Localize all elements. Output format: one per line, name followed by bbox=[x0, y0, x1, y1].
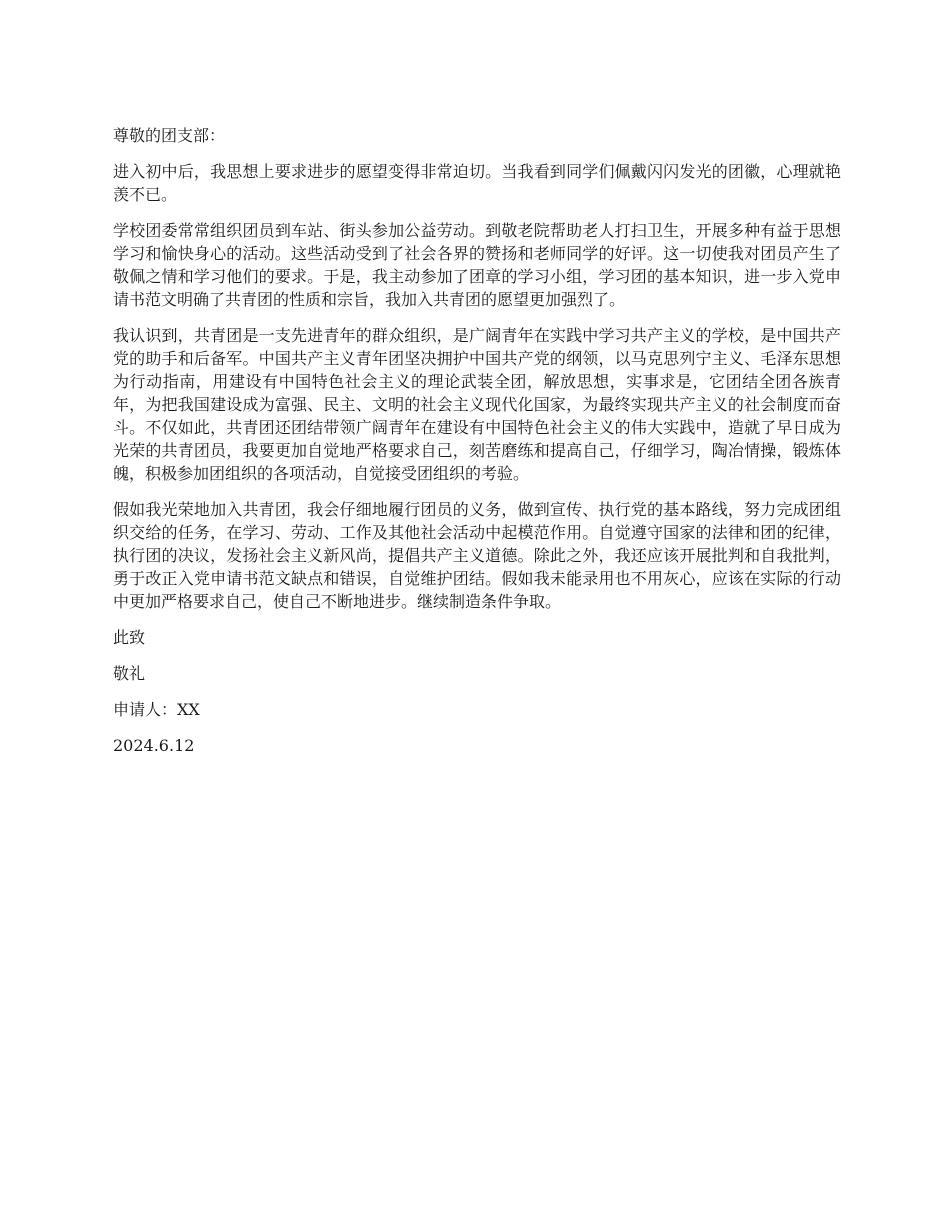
date: 2024.6.12 bbox=[113, 736, 195, 755]
paragraph-1: 进入初中后，我思想上要求进步的愿望变得非常迫切。当我看到同学们佩戴闪闪发光的团徽，心理就艳羡不已。 bbox=[113, 162, 841, 204]
paragraph-3: 我认识到，共青团是一支先进青年的群众组织，是广阔青年在实践中学习共产主义的学校，是中国共产党的助手和后备军。中国共产主义青年团坚决拥护中国共产党的纲领，以马克思列宁主义、毛泽东思想为行动指南，用建设有中国特色社会主义的理论武装全团，解放思想，实事求是，它团结全团各族青年，为把我国建设成为富强、民主、文明的社会主义现代化国家，为最终实现共产主义的社会制度而奋斗。不仅如此，共青团还团结带领广阔青年在建设有中国特色社会主义的伟大实践中，造就了早日成为光荣的共青团员，我要更加自觉地严格要求自己，刻苦磨练和提高自己，仔细学习，陶冶情操，锻炼体魄，积极参加团组织的各项活动，自觉接受团组织的考验。 bbox=[113, 326, 841, 483]
signature: 申请人：XX bbox=[113, 700, 200, 719]
paragraph-4: 假如我光荣地加入共青团，我会仔细地履行团员的义务，做到宣传、执行党的基本路线，努力完成团组织交给的任务，在学习、劳动、工作及其他社会活动中起模范作用。自觉遵守国家的法律和团的纪律，执行团的决议，发扬社会主义新风尚，提倡共产主义道德。除此之外，我还应该开展批判和自我批判，勇于改正入党申请书范文缺点和错误，自觉维护团结。假如我未能录用也不用灰心，应该在实际的行动中更加严格要求自己，使自己不断地进步。继续制造条件争取。 bbox=[113, 500, 841, 611]
closing-jingli: 敬礼 bbox=[113, 664, 146, 683]
letter-body bbox=[113, 124, 841, 770]
salutation: 尊敬的团支部： bbox=[113, 126, 226, 145]
paragraph-2: 学校团委常常组织团员到车站、街头参加公益劳动。到敬老院帮助老人打扫卫生，开展多种有益于思想学习和愉快身心的活动。这些活动受到了社会各界的赞扬和老师同学的好评。这一切使我对团员产生了敬佩之情和学习他们的要求。于是，我主动参加了团章的学习小组，学习团的基本知识，进一步入党申请书范文明确了共青团的性质和宗旨，我加入共青团的愿望更加强烈了。 bbox=[113, 221, 841, 309]
closing-cizhi: 此致 bbox=[113, 628, 146, 647]
